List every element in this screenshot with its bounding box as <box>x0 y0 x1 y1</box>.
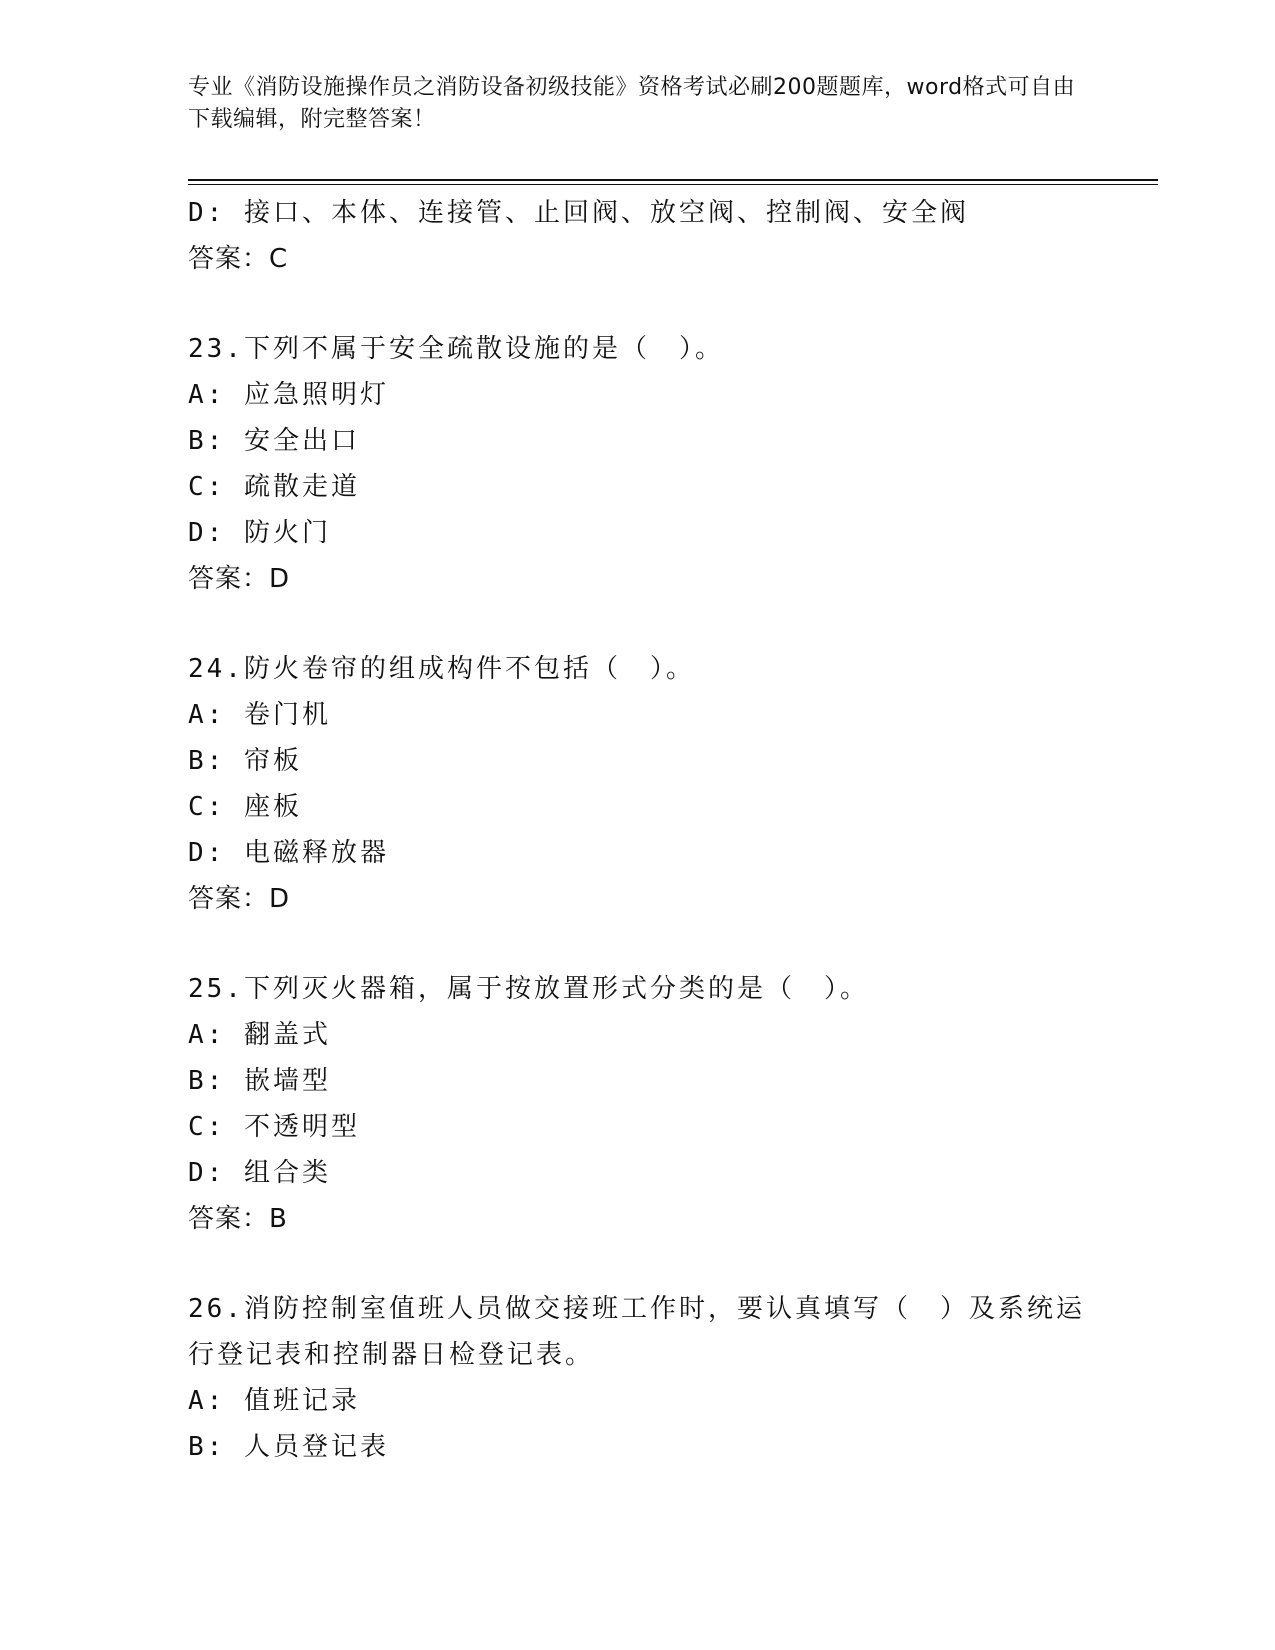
question-26 <box>188 1286 1088 1470</box>
answer: 答案：D <box>188 564 291 594</box>
question-stem: 23.下列不属于安全疏散设施的是（ ）。 <box>188 334 724 364</box>
option-b: B: 安全出口 <box>188 426 360 456</box>
question-23 <box>188 326 1088 602</box>
answer: 答案：B <box>188 1204 288 1234</box>
question-22-tail <box>188 190 1088 282</box>
question-25 <box>188 966 1088 1242</box>
option-b: B: 嵌墙型 <box>188 1066 331 1096</box>
option-c: C: 疏散走道 <box>188 472 360 502</box>
header-divider-thin <box>188 184 1158 185</box>
option-d: D: 防火门 <box>188 518 331 548</box>
question-stem: 25.下列灭火器箱，属于按放置形式分类的是（ ）。 <box>188 974 869 1004</box>
answer: 答案：C <box>188 244 289 274</box>
document-header <box>188 72 1088 136</box>
option-a: A: 翻盖式 <box>188 1020 331 1050</box>
option-a: A: 值班记录 <box>188 1386 360 1416</box>
option-c: C: 不透明型 <box>188 1112 360 1142</box>
question-24 <box>188 646 1088 922</box>
header-divider-thick <box>188 179 1158 181</box>
answer: 答案：D <box>188 884 291 914</box>
question-stem: 24.防火卷帘的组成构件不包括（ ）。 <box>188 654 695 684</box>
option-a: A: 卷门机 <box>188 700 331 730</box>
option-d: D: 电磁释放器 <box>188 838 389 868</box>
option-a: A: 应急照明灯 <box>188 380 389 410</box>
question-stem-line-2: 行登记表和控制器日检登记表。 <box>188 1340 595 1370</box>
option-d: D: 接口、本体、连接管、止回阀、放空阀、控制阀、安全阀 <box>188 198 969 228</box>
question-stem-line-1: 26.消防控制室值班人员做交接班工作时，要认真填写（ ）及系统运 <box>188 1294 1085 1324</box>
option-b: B: 人员登记表 <box>188 1432 389 1462</box>
option-d: D: 组合类 <box>188 1158 331 1188</box>
question-list <box>188 190 1088 1470</box>
option-b: B: 帘板 <box>188 746 302 776</box>
header-title: 专业《消防设施操作员之消防设备初级技能》资格考试必刷200题题库，word格式可自由下载编辑，附完整答案！ <box>188 75 1076 132</box>
option-c: C: 座板 <box>188 792 302 822</box>
